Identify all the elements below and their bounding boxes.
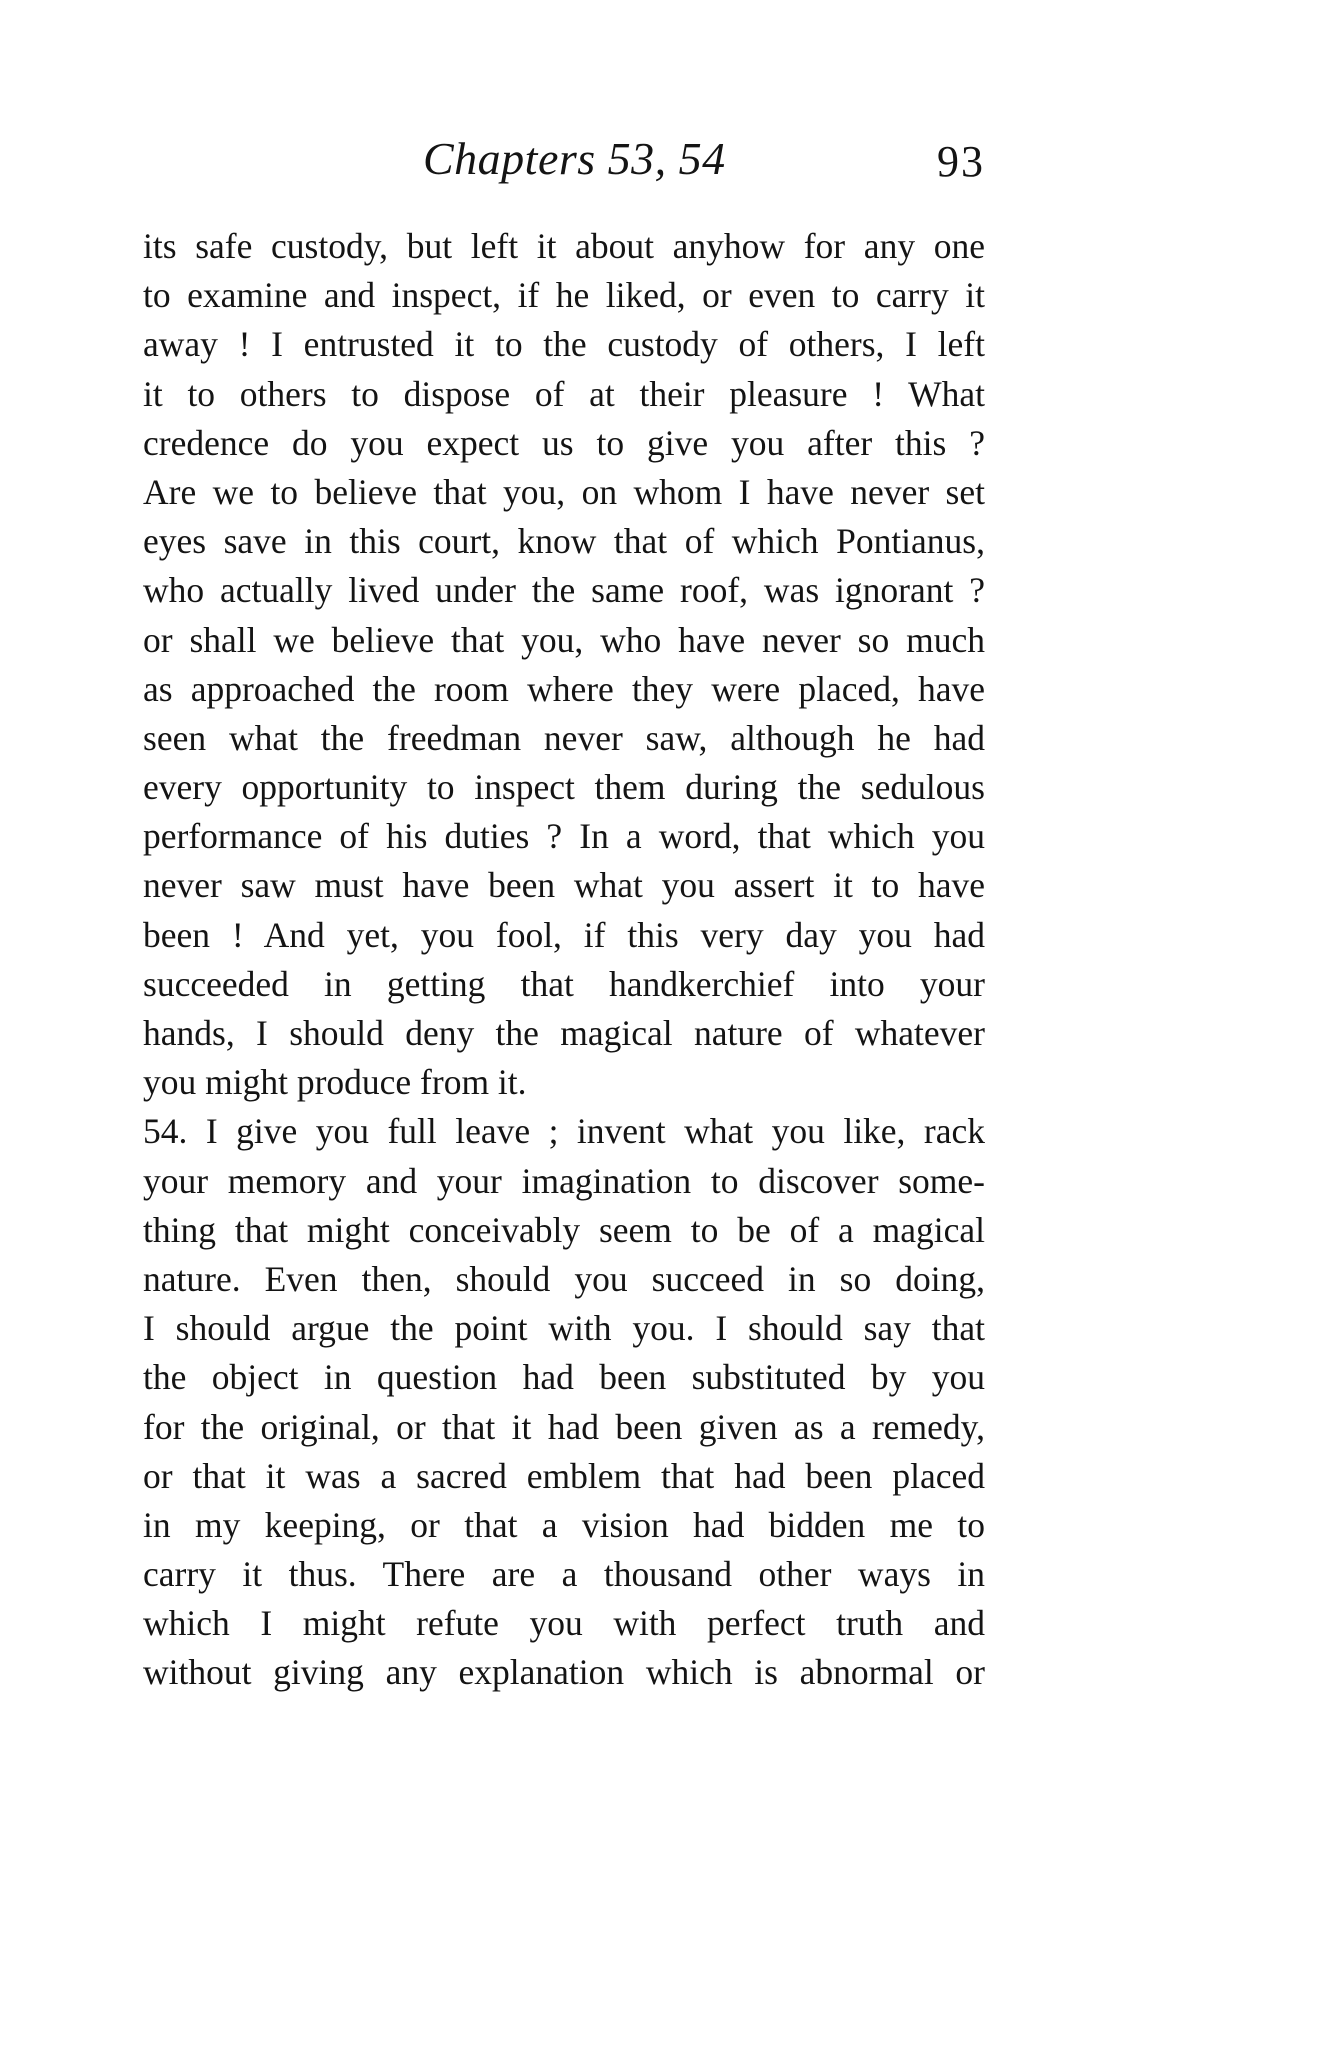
text-line: succeeded in getting that handkerchief into your bbox=[143, 963, 985, 1004]
text-line: thing that might conceivably seem to be of a magical bbox=[143, 1209, 985, 1250]
text-line: as approached the room where they were placed, have bbox=[143, 668, 985, 709]
text-line: the object in question had been substituted by you bbox=[143, 1357, 985, 1398]
text-line: performance of his duties ? In a word, that which you bbox=[143, 816, 985, 857]
text-line: every opportunity to inspect them during the sedulous bbox=[143, 767, 985, 808]
text-line: or that it was a sacred emblem that had been placed bbox=[143, 1455, 985, 1496]
text-line: carry it thus. There are a thousand other ways in bbox=[143, 1554, 985, 1595]
text-line: its safe custody, but left it about anyhow for any one bbox=[143, 226, 985, 266]
text-line: to examine and inspect, if he liked, or even to carry it bbox=[143, 275, 985, 316]
text-line: been ! And yet, you fool, if this very day you had bbox=[143, 914, 985, 955]
text-line: away ! I entrusted it to the custody of others, I left bbox=[143, 324, 985, 365]
text-line: without giving any explanation which is abnormal or bbox=[143, 1652, 985, 1693]
text-line: Are we to believe that you, on whom I have never set bbox=[143, 471, 985, 512]
running-head bbox=[143, 132, 985, 202]
body-text bbox=[143, 222, 985, 1698]
text-line: for the original, or that it had been given as a remedy, bbox=[143, 1406, 985, 1447]
text-line: it to others to dispose of at their pleasure ! What bbox=[143, 373, 985, 414]
text-line: you might produce from it. bbox=[143, 1062, 527, 1103]
text-line: seen what the freedman never saw, although he had bbox=[143, 717, 985, 758]
text-line: who actually lived under the same roof, was ignorant ? bbox=[143, 570, 985, 611]
text-line: nature. Even then, should you succeed in so doing, bbox=[143, 1258, 985, 1299]
text-line: I should argue the point with you. I should say that bbox=[143, 1308, 985, 1349]
text-line: your memory and your imagination to discover some- bbox=[143, 1160, 985, 1201]
text-line: hands, I should deny the magical nature of whatever bbox=[143, 1013, 985, 1053]
text-line: never saw must have been what you assert it to have bbox=[143, 865, 985, 906]
text-line: in my keeping, or that a vision had bidden me to bbox=[143, 1504, 985, 1545]
text-line: or shall we believe that you, who have never so much bbox=[143, 619, 985, 660]
running-title: Chapters 53, 54 bbox=[423, 133, 726, 184]
text-line: 54. I give you full leave ; invent what you like, rack bbox=[143, 1111, 985, 1152]
text-line: which I might refute you with perfect truth and bbox=[143, 1603, 985, 1644]
page-number: 93 bbox=[937, 137, 985, 186]
text-line: eyes save in this court, know that of which Pontianus, bbox=[143, 521, 985, 562]
text-line: credence do you expect us to give you after this ? bbox=[143, 422, 985, 463]
